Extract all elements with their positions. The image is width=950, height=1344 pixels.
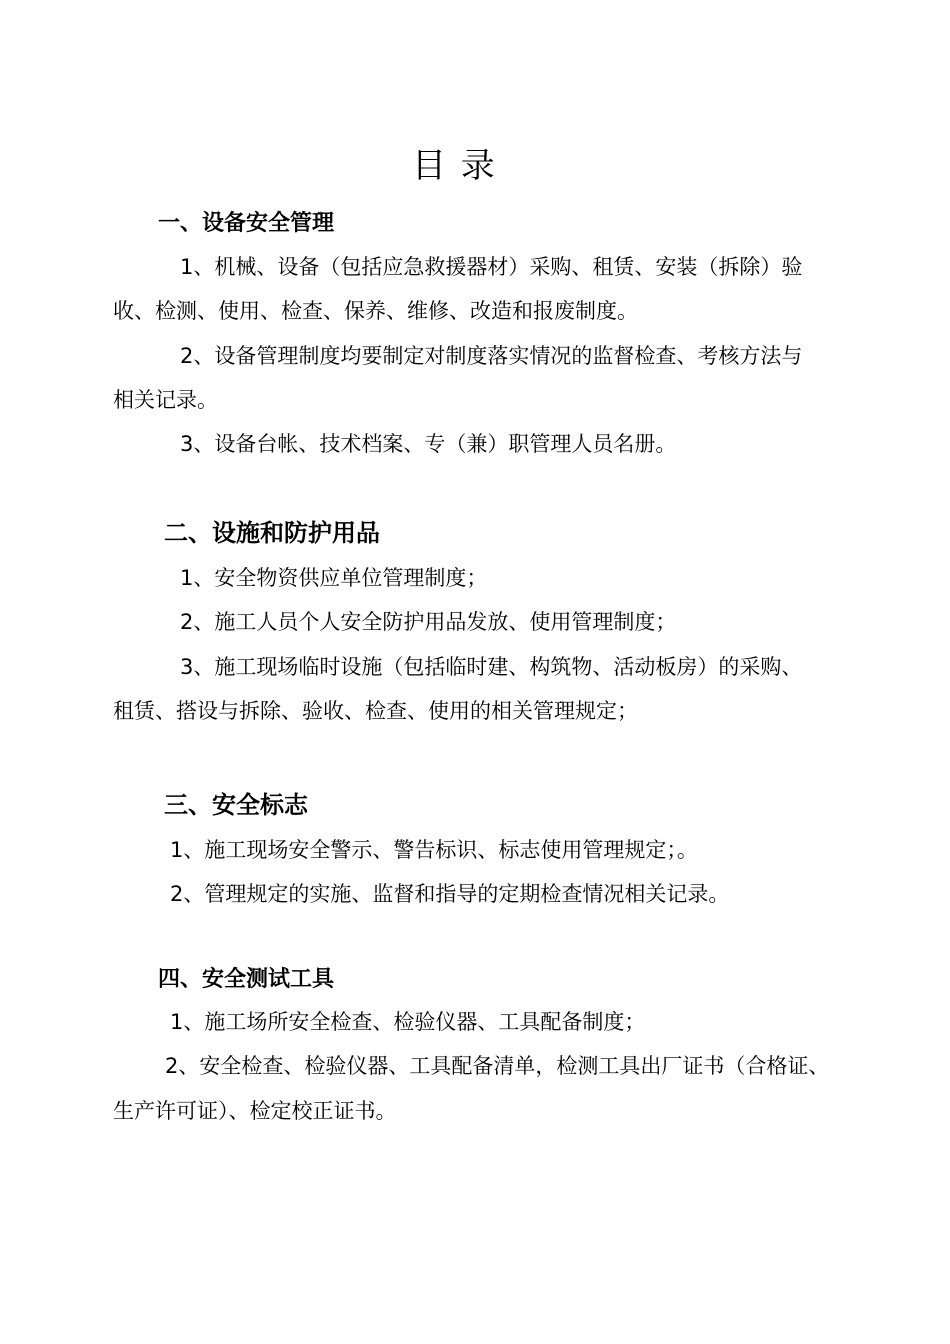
section-heading-4: 四、安全测试工具 (158, 967, 335, 992)
page-title: 目 录 (412, 146, 497, 186)
section-heading-2: 二、设施和防护用品 (164, 519, 380, 547)
section-2-line-2: 2、施工人员个人安全防护用品发放、使用管理制度； (180, 610, 677, 634)
section-2-line-3: 3、施工现场临时设施（包括临时建、构筑物、活动板房）的采购、 (180, 655, 803, 679)
section-2-line-4: 租赁、搭设与拆除、验收、检查、使用的相关管理规定； (113, 699, 638, 723)
section-1-line-1: 1、机械、设备（包括应急救援器材）采购、租赁、安装（拆除）验 (180, 255, 803, 279)
section-4-line-2: 2、安全检查、检验仪器、工具配备清单，检测工具出厂证书（合格证、 (165, 1054, 830, 1078)
section-4-line-1: 1、施工场所安全检查、检验仪器、工具配备制度； (170, 1010, 646, 1034)
section-3-line-2: 2、管理规定的实施、监督和指导的定期检查情况相关记录。 (170, 882, 730, 906)
section-heading-3: 三、安全标志 (164, 791, 308, 819)
section-1-line-3: 2、设备管理制度均要制定对制度落实情况的监督检查、考核方法与 (180, 344, 803, 368)
section-1-line-2: 收、检测、使用、检查、保养、维修、改造和报废制度。 (113, 299, 638, 323)
section-heading-1: 一、设备安全管理 (158, 211, 335, 236)
section-3-line-1: 1、施工现场安全警示、警告标识、标志使用管理规定；。 (170, 838, 698, 862)
section-2-line-1: 1、安全物资供应单位管理制度； (180, 566, 488, 590)
section-1-line-4: 相关记录。 (113, 388, 218, 412)
section-4-line-3: 生产许可证）、检定校正证书。 (113, 1099, 397, 1123)
section-1-line-5: 3、设备台帐、技术档案、专（兼）职管理人员名册。 (180, 432, 677, 456)
